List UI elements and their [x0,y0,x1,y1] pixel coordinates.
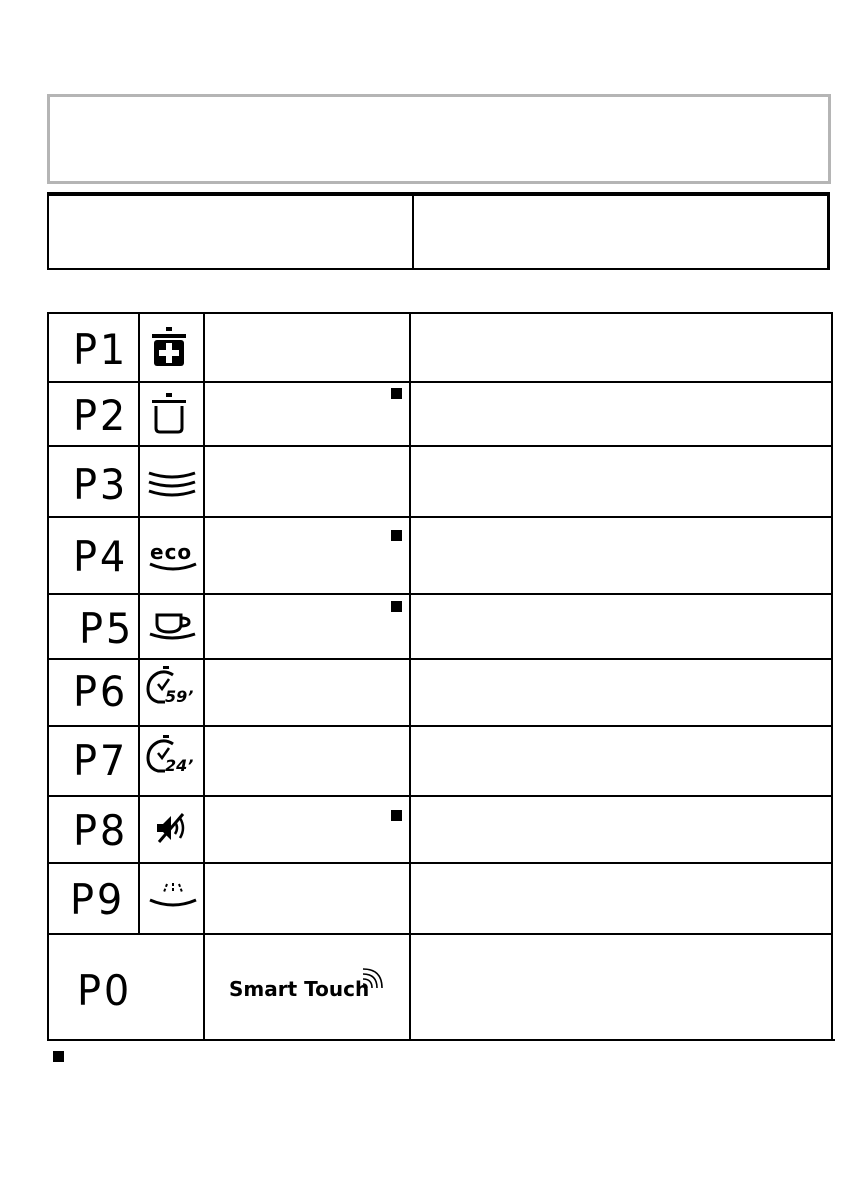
header-box [47,94,831,184]
table-border-right [831,312,833,1041]
row-divider [47,725,833,727]
table-border-bottom [47,1039,835,1041]
icon-name-divider [203,312,205,1041]
column-heading-row [47,192,830,270]
timer-24-icon [143,734,203,776]
rinse-spray-icon [147,880,199,912]
column-divider [412,196,414,268]
smart-touch-label: Smart Touch [229,977,370,1001]
wireless-signal-icon [361,966,383,988]
eco-icon [147,538,199,574]
timer-59-icon [143,665,203,707]
row-divider [47,381,833,383]
program-code: P8 [73,806,129,855]
code-icon-divider [138,312,140,933]
footnote-marker [391,601,402,612]
program-code: P3 [73,460,129,509]
svg-text:eco: eco [150,540,193,564]
row-divider [47,862,833,864]
svg-text:24’: 24’ [165,756,194,775]
svg-text:59’: 59’ [165,687,194,706]
footnote-marker [391,388,402,399]
row-divider [47,795,833,797]
program-code: P6 [73,667,129,716]
intensive-pot-plus-icon [149,326,189,370]
table-border-top [47,312,833,314]
waves-icon [147,469,197,499]
program-code: P9 [70,875,126,924]
row-divider [47,593,833,595]
program-code: P1 [73,325,129,374]
row-divider [47,658,833,660]
row-divider [47,933,833,935]
program-code: P0 [77,966,133,1015]
footnote-marker [391,810,402,821]
pot-icon [149,392,189,436]
program-code: P2 [73,391,129,440]
cup-saucer-icon [147,612,199,642]
footnote-marker [391,530,402,541]
footnote-legend-marker [53,1051,64,1062]
name-description-divider [409,312,411,1041]
row-divider [47,516,833,518]
row-divider [47,445,833,447]
program-table [47,312,835,1041]
program-code: P7 [73,736,129,785]
table-border-left [47,312,49,1041]
program-code: P5 [79,604,135,653]
program-code: P4 [73,532,129,581]
silent-icon [153,810,189,846]
